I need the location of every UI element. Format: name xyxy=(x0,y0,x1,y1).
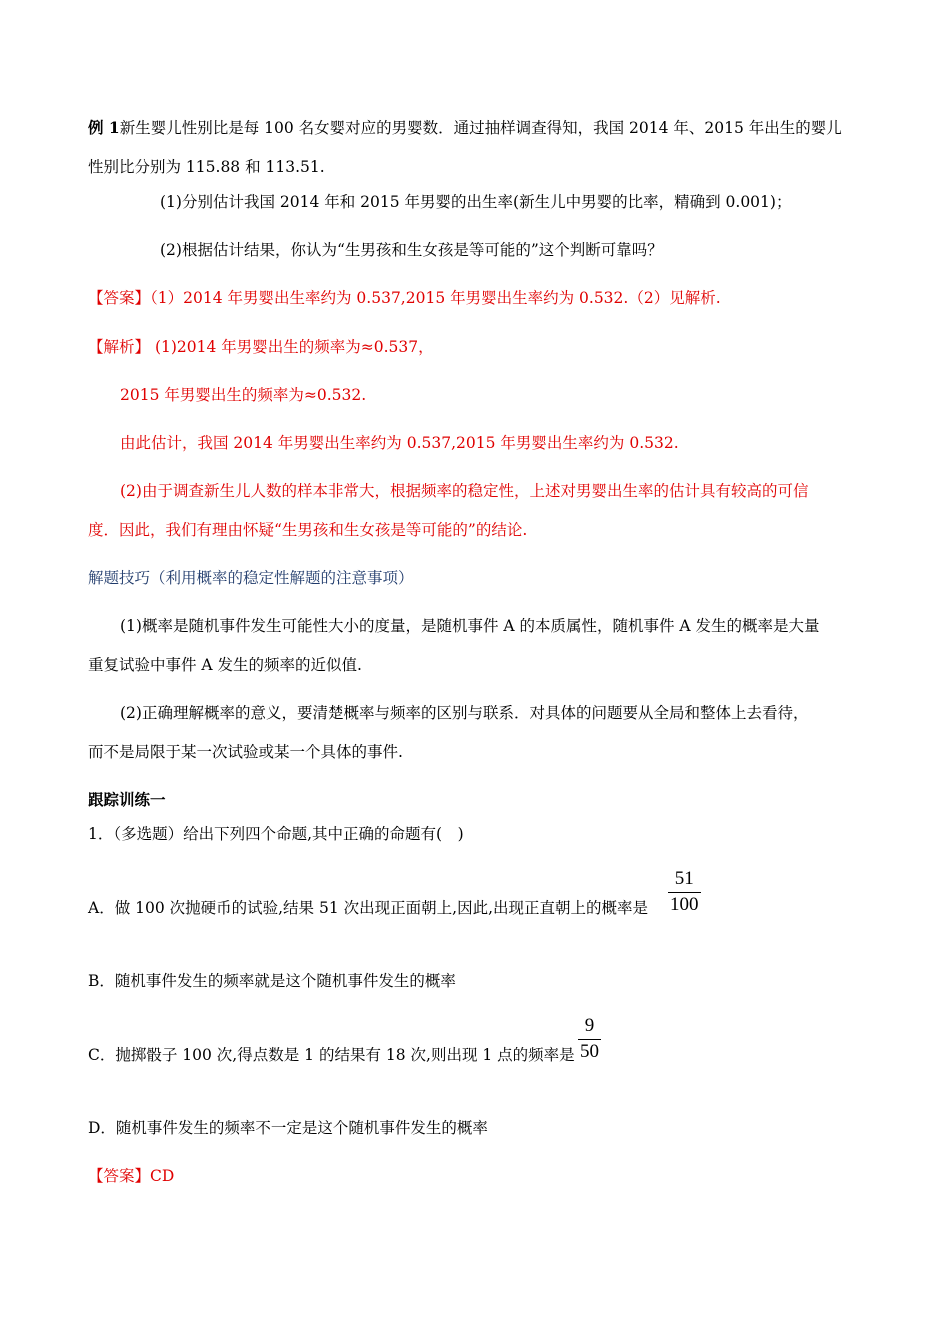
option-b: B．随机事件发生的频率就是这个随机事件发生的概率 xyxy=(88,972,456,990)
fraction-denominator: 100 xyxy=(670,894,699,915)
answer-text: （1）2014 年男婴出生率约为 0.537,2015 年男婴出生率约为 0.532.（2）见解析. xyxy=(150,289,721,307)
fraction-9-50 xyxy=(578,1015,601,1063)
analysis-line-4: (2)由于调查新生儿人数的样本非常大，根据频率的稳定性，上述对男婴出生率的估计具有较高的可信 xyxy=(120,482,809,500)
example-label: 例 1 xyxy=(88,118,120,137)
answer-label: 【答案】 xyxy=(88,289,151,307)
analysis-text-1: (1)2014 年男婴出生的频率为≈0.537， xyxy=(154,338,434,356)
tips-p1-line-1: (1)概率是随机事件发生可能性大小的度量，是随机事件 A 的本质属性，随机事件 A 发生的概率是大量 xyxy=(120,617,820,635)
option-d: D．随机事件发生的频率不一定是这个随机事件发生的概率 xyxy=(88,1119,488,1137)
analysis-label: 【解析】 xyxy=(88,338,151,356)
fraction-numerator: 51 xyxy=(674,868,694,889)
analysis-line-5: 度．因此，我们有理由怀疑“生男孩和生女孩是等可能的”的结论. xyxy=(88,521,528,539)
tips-p2-line-2: 而不是局限于某一次试验或某一个具体的事件. xyxy=(88,743,403,761)
fraction-numerator: 9 xyxy=(584,1015,595,1036)
fraction-bar xyxy=(668,892,701,893)
option-c: C．抛掷骰子 100 次,得点数是 1 的结果有 18 次,则出现 1 点的频率是 xyxy=(88,1046,575,1064)
practice-question-1: 1．（多选题）给出下列四个命题,其中正确的命题有( ) xyxy=(88,825,464,843)
analysis-line-1 xyxy=(88,337,434,357)
fraction-bar xyxy=(578,1039,601,1040)
example-line-1 xyxy=(88,118,842,138)
tips-p1-line-2: 重复试验中事件 A 发生的频率的近似值. xyxy=(88,656,362,674)
example-line-2: 性别比分别为 115.88 和 113.51. xyxy=(88,158,325,176)
analysis-line-3: 由此估计，我国 2014 年男婴出生率约为 0.537,2015 年男婴出生率约为 0.532. xyxy=(120,434,679,452)
example-text-1: 新生婴儿性别比是每 100 名女婴对应的男婴数．通过抽样调查得知，我国 2014 年、2015 年出生的婴儿 xyxy=(119,119,842,137)
practice-answer xyxy=(88,1166,174,1186)
answer-line xyxy=(88,288,721,308)
practice-answer-label: 【答案】 xyxy=(88,1167,151,1185)
example-question-2: (2)根据估计结果，你认为“生男孩和生女孩是等可能的”这个判断可靠吗？ xyxy=(160,241,663,259)
example-question-1: (1)分别估计我国 2014 年和 2015 年男婴的出生率(新生儿中男婴的比率，精确到 0.001)； xyxy=(160,193,792,211)
fraction-denominator: 50 xyxy=(580,1041,599,1062)
tips-title: 解题技巧（利用概率的稳定性解题的注意事项） xyxy=(88,569,414,587)
fraction-51-100 xyxy=(668,868,701,916)
tips-p2-line-1: (2)正确理解概率的意义，要清楚概率与频率的区别与联系．对具体的问题要从全局和整体上去看待， xyxy=(120,704,809,722)
practice-answer-value: CD xyxy=(150,1167,175,1185)
option-a: A．做 100 次抛硬币的试验,结果 51 次出现正面朝上,因此,出现正直朝上的概率是 xyxy=(88,899,648,917)
analysis-line-2: 2015 年男婴出生的频率为≈0.532. xyxy=(120,386,367,404)
practice-title: 跟踪训练一 xyxy=(88,790,166,809)
